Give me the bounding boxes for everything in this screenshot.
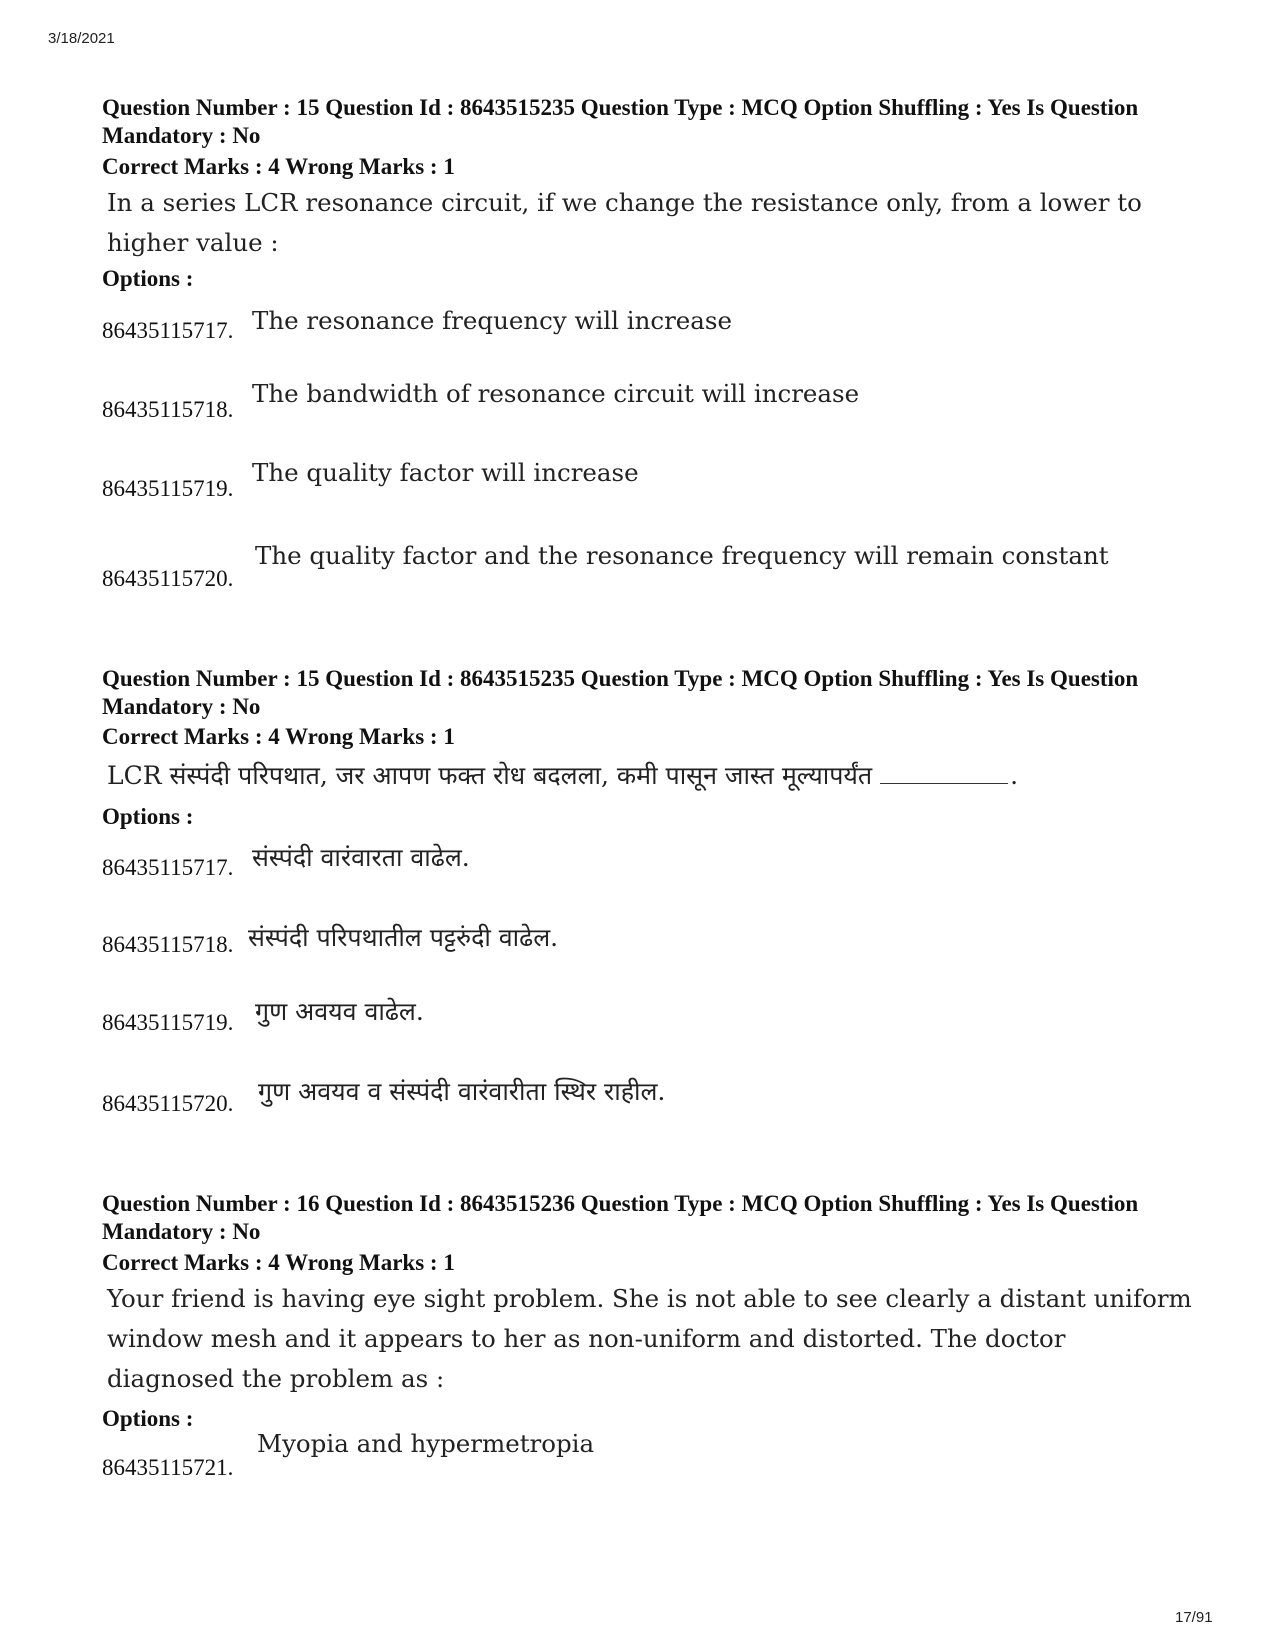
option-id: 86435115720. bbox=[102, 566, 234, 591]
option-text: The quality factor and the resonance frequency will remain constant bbox=[255, 541, 1109, 570]
page-number: 17/91 bbox=[1175, 1609, 1213, 1626]
option-id: 86435115721. bbox=[102, 1455, 234, 1480]
option-text: The quality factor will increase bbox=[252, 458, 639, 487]
option-id: 86435115717. bbox=[102, 855, 234, 880]
question-text-end: . bbox=[1010, 761, 1019, 790]
options-label: Options : bbox=[102, 266, 194, 291]
option-id: 86435115717. bbox=[102, 318, 234, 343]
question-text: Your friend is having eye sight problem. She is not able to see clearly a distant uniform window mesh and it appears to her as non-uniform and distorted. The doctor diagnosed the problem as : bbox=[107, 1284, 1192, 1393]
print-date: 3/18/2021 bbox=[48, 30, 115, 47]
option-text: गुण अवयव वाढेल. bbox=[255, 997, 424, 1026]
option-id: 86435115719. bbox=[102, 1010, 234, 1035]
marks-line: Correct Marks : 4 Wrong Marks : 1 bbox=[102, 1250, 455, 1275]
option-text: Myopia and hypermetropia bbox=[257, 1429, 595, 1458]
question-header: Question Number : 16 Question Id : 8643515236 Question Type : MCQ Option Shuffling : Yes Is Question Mandatory : No bbox=[102, 1191, 1139, 1244]
option-text: The bandwidth of resonance circuit will increase bbox=[252, 379, 860, 408]
option-text: The resonance frequency will increase bbox=[252, 306, 732, 335]
option-text: संस्पंदी वारंवारता वाढेल. bbox=[252, 843, 470, 872]
options-label: Options : bbox=[102, 1406, 194, 1431]
question-text bbox=[107, 756, 1207, 796]
option-id: 86435115720. bbox=[102, 1091, 234, 1116]
option-text: संस्पंदी परिपथातील पट्टरुंदी वाढेल. bbox=[248, 923, 559, 952]
option-id: 86435115719. bbox=[102, 476, 234, 501]
option-id: 86435115718. bbox=[102, 397, 234, 422]
option-id: 86435115718. bbox=[102, 932, 234, 957]
question-header: Question Number : 15 Question Id : 8643515235 Question Type : MCQ Option Shuffling : Yes Is Question Mandatory : No bbox=[102, 95, 1139, 148]
question-text: In a series LCR resonance circuit, if we change the resistance only, from a lower to higher value : bbox=[107, 188, 1142, 257]
option-text: गुण अवयव व संस्पंदी वारंवारीता स्थिर राहील. bbox=[258, 1077, 666, 1106]
question-text-main: LCR संस्पंदी परिपथात, जर आपण फक्त रोध बदलला, कमी पासून जास्त मूल्यापर्यंत bbox=[107, 761, 873, 790]
question-header: Question Number : 15 Question Id : 8643515235 Question Type : MCQ Option Shuffling : Yes Is Question Mandatory : No bbox=[102, 666, 1139, 719]
answer-blank bbox=[880, 783, 1008, 784]
options-label: Options : bbox=[102, 804, 194, 829]
marks-line: Correct Marks : 4 Wrong Marks : 1 bbox=[102, 154, 455, 179]
marks-line: Correct Marks : 4 Wrong Marks : 1 bbox=[102, 724, 455, 749]
